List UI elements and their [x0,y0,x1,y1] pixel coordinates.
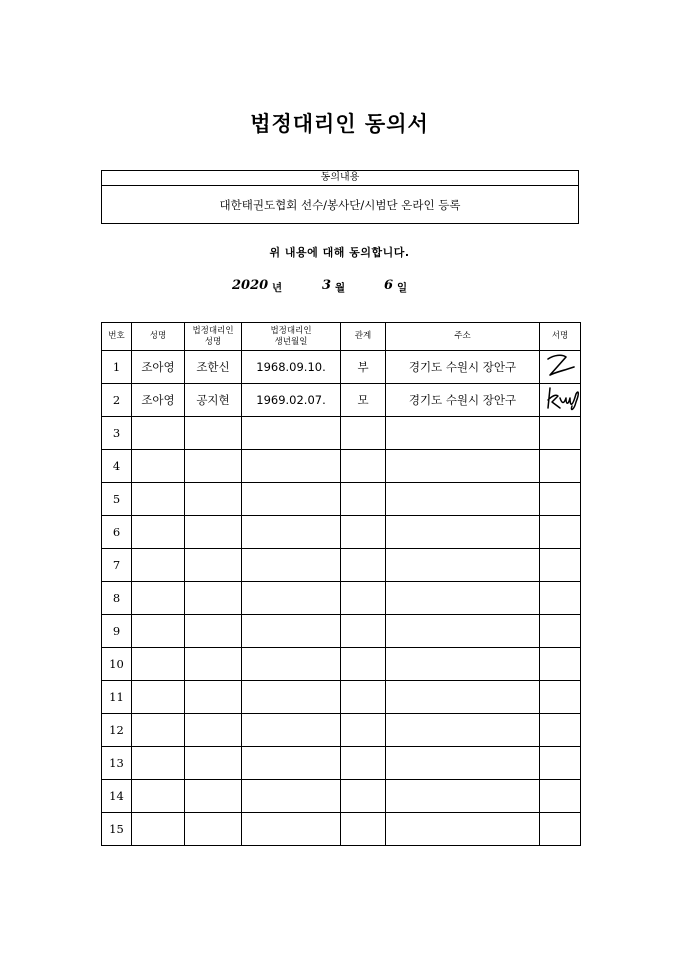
table-row [102,351,581,384]
cell-relation [341,615,386,648]
cell-no: 3 [102,417,132,450]
cell-no: 11 [102,681,132,714]
cell-relation [341,549,386,582]
table-header-row [102,323,581,351]
agreement-statement: 위 내용에 대해 동의합니다. [269,246,410,259]
cell-name [132,681,185,714]
cell-name [132,549,185,582]
header-guardian-birth [242,323,341,351]
date-month-unit: 월 [335,282,346,294]
cell-relation [341,450,386,483]
cell-signature [540,780,581,813]
cell-signature [540,615,581,648]
cell-guardian-birth [242,747,341,780]
date-day: 6 [384,278,394,293]
cell-address [386,483,540,516]
cell-guardian-birth [242,483,341,516]
cell-address [386,681,540,714]
cell-no: 5 [102,483,132,516]
cell-signature [540,714,581,747]
table-row [102,483,581,516]
cell-no: 12 [102,714,132,747]
cell-address [386,450,540,483]
document-title: 법정대리인 동의서 [250,112,429,136]
cell-guardian-birth [242,582,341,615]
cell-signature [540,450,581,483]
cell-guardian-birth [242,549,341,582]
cell-guardian-name [185,813,242,846]
cell-signature [540,813,581,846]
cell-no: 10 [102,648,132,681]
cell-name: 조아영 [132,384,185,417]
cell-name [132,780,185,813]
cell-signature [540,549,581,582]
cell-address [386,780,540,813]
cell-relation [341,516,386,549]
table-row [102,780,581,813]
cell-guardian-name [185,681,242,714]
header-relation: 관계 [341,323,386,351]
table-row [102,450,581,483]
cell-signature [540,417,581,450]
cell-name [132,714,185,747]
table-row [102,417,581,450]
cell-no: 2 [102,384,132,417]
table-row [102,549,581,582]
date-day-unit: 일 [397,282,408,294]
cell-guardian-birth [242,417,341,450]
cell-no: 1 [102,351,132,384]
cell-relation: 부 [341,351,386,384]
cell-guardian-birth: 1968.09.10. [242,351,341,384]
table-row [102,615,581,648]
header-guardian-name-line2: 성명 [204,336,222,347]
cell-relation [341,813,386,846]
guardian-table [101,322,581,846]
cell-guardian-name [185,648,242,681]
cell-address [386,582,540,615]
header-address: 주소 [386,323,540,351]
cell-no: 7 [102,549,132,582]
cell-name [132,450,185,483]
cell-name [132,747,185,780]
cell-guardian-birth [242,681,341,714]
cell-no: 13 [102,747,132,780]
cell-signature [540,582,581,615]
cell-guardian-name [185,450,242,483]
cell-guardian-birth [242,615,341,648]
cell-no: 8 [102,582,132,615]
cell-relation [341,780,386,813]
cell-name [132,483,185,516]
header-name: 성명 [132,323,185,351]
cell-signature [540,351,581,384]
cell-address: 경기도 수원시 장안구 [386,351,540,384]
header-guardian-birth-line1: 법정대리인 [270,325,312,336]
cell-guardian-name [185,417,242,450]
table-row [102,384,581,417]
date-year-unit: 년 [272,282,283,294]
cell-signature [540,681,581,714]
cell-address [386,615,540,648]
consent-content: 대한태권도협회 선수/봉사단/시범단 온라인 등록 [219,198,461,212]
date-month: 3 [322,278,332,293]
cell-guardian-birth [242,648,341,681]
cell-address [386,813,540,846]
table-row [102,582,581,615]
cell-guardian-birth [242,813,341,846]
cell-signature [540,516,581,549]
cell-name [132,582,185,615]
cell-no: 4 [102,450,132,483]
date-row [0,278,679,298]
consent-box [101,170,579,224]
cell-relation: 모 [341,384,386,417]
cell-signature [540,483,581,516]
table-row [102,813,581,846]
cell-relation [341,417,386,450]
cell-name [132,516,185,549]
header-signature: 서명 [540,323,581,351]
cell-name: 조아영 [132,351,185,384]
header-guardian-name-line1: 법정대리인 [192,325,234,336]
cell-address: 경기도 수원시 장안구 [386,384,540,417]
cell-relation [341,747,386,780]
cell-guardian-birth [242,780,341,813]
cell-address [386,747,540,780]
cell-name [132,615,185,648]
cell-guardian-name: 공지현 [185,384,242,417]
table-row [102,516,581,549]
table-row [102,681,581,714]
cell-guardian-name [185,615,242,648]
cell-signature [540,384,581,417]
cell-no: 15 [102,813,132,846]
cell-address [386,417,540,450]
table-row [102,648,581,681]
cell-address [386,549,540,582]
cell-guardian-name [185,714,242,747]
cell-guardian-birth: 1969.02.07. [242,384,341,417]
cell-guardian-name: 조한신 [185,351,242,384]
cell-guardian-birth [242,516,341,549]
cell-guardian-name [185,747,242,780]
cell-guardian-name [185,780,242,813]
handwritten-signature [542,384,586,414]
cell-name [132,648,185,681]
cell-address [386,714,540,747]
cell-no: 6 [102,516,132,549]
cell-no: 14 [102,780,132,813]
cell-guardian-name [185,582,242,615]
handwritten-signature [542,351,586,381]
cell-name [132,417,185,450]
cell-signature [540,648,581,681]
cell-relation [341,483,386,516]
consent-header: 동의내용 [102,171,578,186]
cell-guardian-name [185,483,242,516]
cell-signature [540,747,581,780]
cell-guardian-name [185,516,242,549]
header-guardian-name [185,323,242,351]
header-no: 번호 [102,323,132,351]
cell-address [386,516,540,549]
table-row [102,714,581,747]
header-guardian-birth-line2: 생년월일 [274,336,308,347]
cell-name [132,813,185,846]
cell-relation [341,714,386,747]
cell-guardian-birth [242,714,341,747]
cell-guardian-birth [242,450,341,483]
cell-relation [341,648,386,681]
cell-address [386,648,540,681]
table-row [102,747,581,780]
cell-guardian-name [185,549,242,582]
date-year: 2020 [232,278,269,293]
cell-relation [341,582,386,615]
cell-no: 9 [102,615,132,648]
cell-relation [341,681,386,714]
